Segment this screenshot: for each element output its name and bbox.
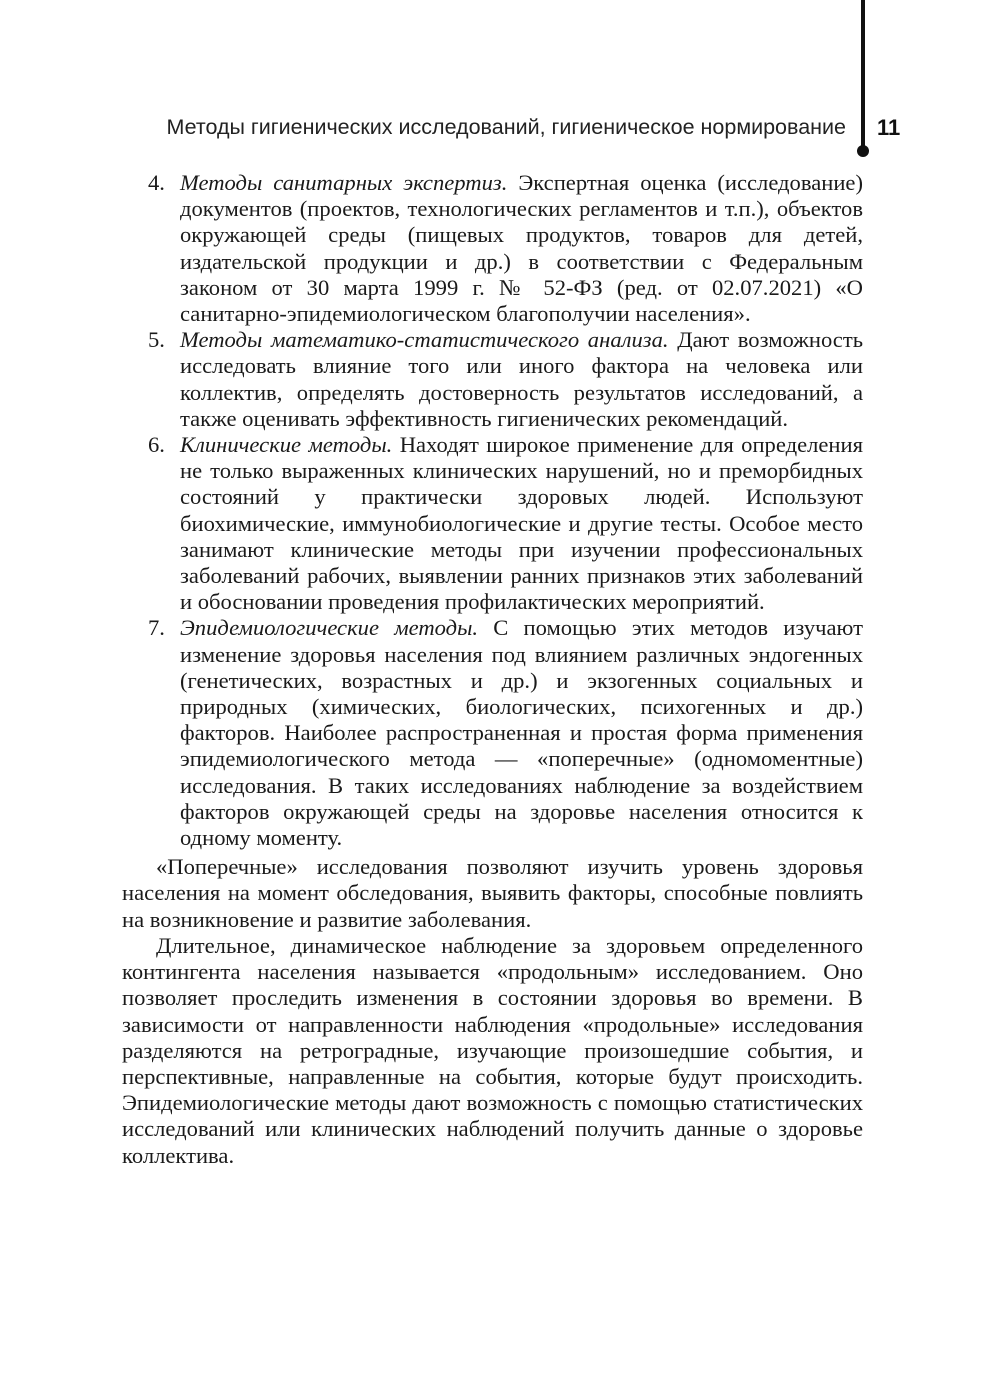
header-rule-dot: [857, 145, 869, 157]
list-item-title: Методы санитарных экспертиз.: [180, 170, 508, 195]
list-item-text: Находят широкое применение для определения не только выраженных клинических нарушений, но и преморбидных состояний у практически здоровых людей. Используют биохимические, иммунобиологические и другие тесты. Особое место занимают клинические методы при изучении профессиональных заболеваний рабочих, выявлении ранних признаков этих заболеваний и обосновании проведения профилактических мероприятий.: [180, 432, 863, 615]
list-item-7: [122, 615, 863, 851]
list-item-number: 7.: [148, 615, 165, 641]
page-number: 11: [877, 115, 901, 140]
list-item-4: [122, 170, 863, 327]
list-item-5: [122, 327, 863, 432]
list-item-number: 4.: [148, 170, 165, 195]
list-item-title: Методы математико-статистического анализа.: [180, 327, 669, 353]
list-item-6: [122, 432, 863, 615]
header-vertical-rule: [861, 0, 865, 150]
list-item-text: С помощью этих методов изучают изменение здоровья населения под влиянием различных эндогенных (генетических, возрастных и др.) и экзогенных социальных и природных (химических, биологических, психогенных и др.) факторов. Наиболее распространенная и простая форма применения эпидемиологического метода — «поперечные» (одномоментные) исследования. В таких исследованиях наблюдение за воздействием факторов окружающей среды на здоровье населения относится к одному моменту.: [180, 615, 863, 851]
running-head-title: Методы гигиенических исследований, гигиеническое нормирование: [166, 115, 846, 139]
list-item-text: Экспертная оценка (исследование) документов (проектов, технологических регламентов и т.п.), объектов окружающей среды (пищевых продуктов, товаров для детей, издательской продукции и др.) в соответствии с Федеральным законом от 30 марта 1999 г. № 52-ФЗ (ред. от 02.07.2021) «О санитарно-эпидемиологическом благополучии населения».: [180, 170, 863, 327]
page-body: [122, 170, 863, 1191]
paragraph-cross-sectional: «Поперечные» исследования позволяют изучить уровень здоровья населения на момент обследования, выявить факторы, способные повлиять на возникновение и развитие заболевания.: [122, 854, 863, 932]
list-item-title: Эпидемиологические методы.: [180, 615, 479, 641]
list-item-number: 5.: [148, 327, 165, 353]
list-item-title: Клинические методы.: [180, 432, 393, 458]
paragraph-longitudinal: Длительное, динамическое наблюдение за здоровьем определенного контингента населения называется «продольным» исследованием. Оно позволяет проследить изменения в состоянии здоровья во времени. В зависимости от направленности наблюдения «продольные» исследования разделяются на ретроградные, изучающие произошедшие события, и перспективные, направленные на события, которые будут происходить. Эпидемиологические методы дают возможность с помощью статистических исследований или клинических наблюдений получить данные о здоровье коллектива.: [122, 932, 863, 1168]
list-item-text: Дают возможность исследовать влияние того или иного фактора на человека или коллектив, определять достоверность результатов исследований, а также оценивать эффективность гигиенических рекомендаций.: [180, 327, 864, 431]
list-item-number: 6.: [148, 432, 165, 458]
